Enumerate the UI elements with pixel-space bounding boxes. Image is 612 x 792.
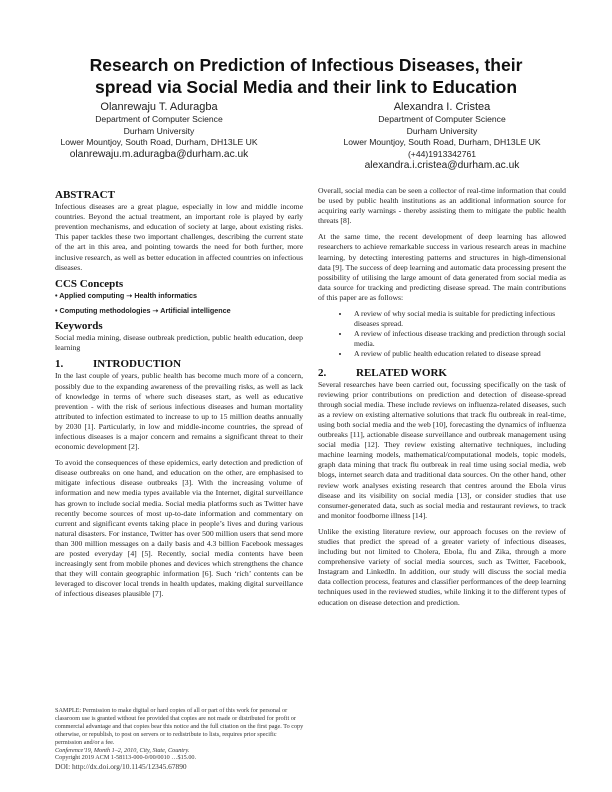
list-item: • A review of public health education related to disease spread bbox=[350, 349, 566, 359]
introduction-heading bbox=[55, 359, 303, 369]
intro-paragraph: Overall, social media can be seen a collector of real-time information that could be used by public health institutions as an additional information source for acquiring early warnings - thereby assisting them to mitigate the public health threats [8]. bbox=[318, 186, 566, 226]
author-university: Durham University bbox=[123, 125, 195, 136]
author-phone: (+44)1913342761 bbox=[407, 148, 477, 159]
ccs-item: • Computing methodologies ➝ Artificial intelligence bbox=[55, 305, 231, 315]
related-paragraph: Several researches have been carried out, focussing specifically on the task of reviewing prior contributions on prediction and detection of disease-spread through social media. These include reviews on influenza-related diseases, such as a review on existing alternative solutions that track flu outbreak in real-time, using both social media and the web [10], forecasting the dynamics of influenza outbreaks [11], actionable disease surveillance and outbreak management using social media [12]. They review existing alternative techniques, including machine learning models, mathematical/computational models, topic models, graph data mining that track flu outbreak in real time using social media, web blogs, internet search data and traditional data sources. On the other hand, other review work analyses existing research that centres around the Ebola virus disease and its visibility on social media [13], or consider studies that use consumer-generated data, such as social media and restaurant reviews, to track and monitor foodborne illness [14]. bbox=[318, 379, 566, 520]
author-university: Durham University bbox=[406, 125, 478, 136]
keywords-text: Social media mining, disease outbreak prediction, public health education, deep learning bbox=[55, 333, 303, 353]
copyright-line: Copyright 2019 ACM 1-58113-000-0/00/0010 …$15.00. bbox=[55, 754, 197, 762]
ccs-heading: CCS Concepts bbox=[55, 277, 124, 290]
right-column bbox=[318, 186, 566, 614]
author-block-1 bbox=[54, 101, 264, 161]
contributions-list bbox=[318, 309, 566, 359]
related-work-heading bbox=[318, 368, 566, 378]
author-address: Lower Mountjoy, South Road, Durham, DH13LE UK bbox=[343, 137, 541, 148]
abstract-heading: ABSTRACT bbox=[55, 189, 115, 201]
left-column bbox=[55, 186, 303, 605]
ccs-item: • Applied computing ➝ Health informatics bbox=[55, 290, 198, 300]
permission-block bbox=[55, 707, 305, 771]
related-paragraph: Unlike the existing literature review, our approach focuses on the review of studies that predict the spread of a greater variety of infectious diseases, including but not limited to Cholera, Ebola, flu and Zika, through a more comprehensive variety of social media sources, such as Twitter, Facebook, Instagram and LinkedIn. In addition, our study will discuss the social media data collection process, features and classifier performances of the deep learning techniques used in the reviewed studies, while linking it to the different types of education on disease detection and prediction. bbox=[318, 526, 566, 607]
section-title: INTRODUCTION bbox=[93, 358, 182, 371]
intro-paragraph: In the last couple of years, public health has become much more of a concern, possibly due to the expanding awareness of the prevailing risks, as well as lack of knowledge in terms of where such diseases start, as well as educative prevention - with the risk of serious infectious diseases and human mortality attributed to infection estimated to increase to up to 15 million deaths annually by 2030 [1]. Particularly, in low and middle-income countries, the spread of infectious diseases is a major concern and remains a significant threat to their economic development [2]. bbox=[55, 371, 303, 452]
author-name: Olanrewaju T. Aduragba bbox=[100, 101, 218, 113]
section-number: 2. bbox=[318, 366, 327, 379]
title-line-1: Research on Prediction of Infectious Diseases, their bbox=[89, 55, 523, 75]
author-department: Department of Computer Science bbox=[95, 114, 223, 124]
author-email[interactable]: olanrewaju.m.aduragba@durham.ac.uk bbox=[69, 148, 249, 160]
conference-info: Conference'19, Month 1–2, 2010, City, State, Country. bbox=[55, 746, 190, 754]
doi-link[interactable]: DOI: http://dx.doi.org/10.1145/12345.67890 bbox=[55, 762, 187, 772]
author-block-2 bbox=[322, 101, 562, 172]
intro-paragraph: At the same time, the recent development of deep learning has allowed researchers to achieve remarkable success in various research areas in machine learning, by detecting interesting patterns and structures in high-dimensional data [9]. The success of deep learning and automatic data processing present the possibility of utilising the large amount of data generated from social media as data source for tracking and predicting disease spread. The main contributions of this paper are as follows: bbox=[318, 232, 566, 302]
section-title: RELATED WORK bbox=[356, 366, 447, 379]
section-number: 1. bbox=[55, 358, 64, 371]
author-department: Department of Computer Science bbox=[378, 114, 506, 124]
keywords-heading: Keywords bbox=[55, 320, 103, 333]
author-email[interactable]: alexandra.i.cristea@durham.ac.uk bbox=[364, 160, 520, 172]
abstract-text: Infectious diseases are a great plague, especially in low and middle income countries. Beyond the actual treatment, an important role is played by early prevention mechanisms, and education of society at large, about existing risks. This paper tackles these two important challenges, describing the current state of the art in this area, and pointing towards the need for both further, more inclusive research, as well as better education in affected countries on infectious diseases. bbox=[55, 202, 303, 272]
list-item: • A review of why social media is suitable for predicting infectious diseases spread. bbox=[350, 309, 566, 329]
permission-text: SAMPLE: Permission to make digital or hard copies of all or part of this work for personal or classroom use is granted without fee provided that copies are not made or distributed for profit or commercial advantage and that copies bear this notice and the full citation on the first page. To copy otherwise, or republish, to post on servers or to redistribute to lists, requires prior specific permission and/or a fee. bbox=[55, 707, 304, 746]
intro-paragraph: To avoid the consequences of these epidemics, early detection and prediction of disease outbreaks on one hand, and education on the other, are emphasised to mitigate infectious disease outbreaks [3]. With the increasing volume of information and new media types available via the Internet, digital surveillance has grown to include social media. Social media platforms such as Twitter have recently become sources of most up-to-date information and commentary on current and significant events taking place in people’s lives and during various natural disasters. For instance, Twitter has over 500 million users that send more than 300 million messages on a daily basis and 4.3 billion Facebook messages are posted everyday [4] [5]. Recently, social media contents have been increasingly sent from mobile phones and devices which strengthens the chance that they will contain geographic information [6]. Such ‘rich’ contents can be leveraged to discover local trends in health updates, making digital surveillance of infectious diseases plausible [7]. bbox=[55, 458, 303, 599]
author-address: Lower Mountjoy, South Road, Durham, DH13LE UK bbox=[60, 137, 258, 148]
title-line-2: spread via Social Media and their link to Education bbox=[94, 77, 518, 97]
paper-title bbox=[40, 54, 572, 98]
author-name: Alexandra I. Cristea bbox=[393, 101, 491, 113]
list-item: • A review of infectious disease tracking and prediction through social media. bbox=[350, 329, 566, 349]
